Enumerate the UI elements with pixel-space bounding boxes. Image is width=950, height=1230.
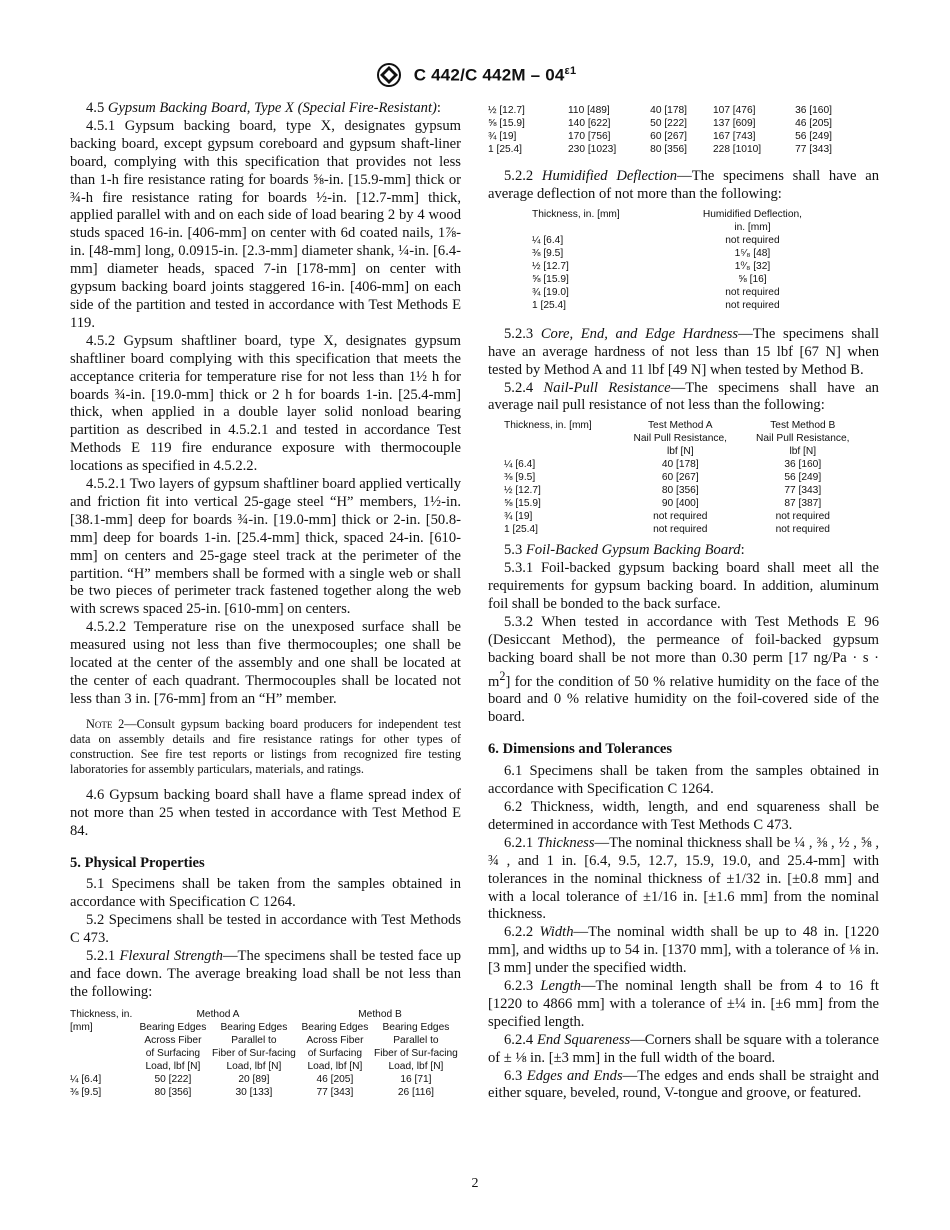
table-header: Method B — [358, 1008, 402, 1020]
page-header — [0, 62, 950, 88]
table-header: [mm] — [70, 1021, 93, 1033]
flexural-strength-table-continued — [488, 104, 858, 156]
table-row: ⅜ [9.5] 80 [356] 30 [133] 77 [343] 26 [116] — [70, 1086, 434, 1098]
section-4-5-2-2: 4.5.2.2 Temperature rise on the unexposed surface shall be measured using not less than five thermocouples; one shall be located at the center of the assembly and one shall be located at the center of each quadrant. Thermocouples shall be located not less than 3 in. [76-mm] from an “H” member. — [70, 619, 461, 707]
section-5-2: 5.2 Specimens shall be tested in accordance with Test Methods C 473. — [70, 912, 461, 947]
section-5-3-2: 5.3.2 When tested in accordance with Test Methods E 96 (Desiccant Method), the permeance of foil-backed gypsum backing board shall be not more than 0.30 perm [17 $ng/Pa \cdot s \cdot m^2$] for the condition of 50 % relative humidity on the face of the board and 0 % relative humidity on the foil-covered side of the board. — [488, 613, 879, 726]
section-5-2-1: 5.2.1 Flexural Strength—The specimens shall be tested face up and face down. The average breaking load shall be not less than the following: — [70, 948, 461, 1000]
astm-logo-icon — [374, 62, 404, 88]
table-row: ⅜ [9.5] 1⁵⁄₈ [48] — [532, 247, 771, 259]
section-5-2-2: 5.2.2 Humidified Deflection—The specimens shall have an average deflection of not more than the following: — [488, 168, 879, 202]
table-header: Bearing Edges Across Fiber of Surfacing Load, lbf [N] — [139, 1021, 207, 1072]
section-5-3-1: 5.3.1 Foil-backed gypsum backing board shall meet all the requirements for gypsum backing board. In addition, aluminum foil shall be bonded to the back surface. — [488, 560, 879, 613]
table-row: ½ [12.7] 110 [489] 40 [178] 107 [476] 36 [160] — [488, 105, 832, 116]
table-header: Humidified Deflection, in. [mm] — [702, 208, 802, 233]
left-column — [70, 100, 461, 1099]
section-6-3: 6.3 Edges and Ends—The edges and ends shall be straight and either square, beveled, round, V-tongue and groove, or featured. — [488, 1067, 879, 1102]
table-row: 1 [25.4] 230 [1023] 80 [356] 228 [1010] 77 [343] — [488, 144, 832, 155]
document-designation: C 442/C $442M - 04^{\varepsilon 1}$ — [413, 64, 577, 85]
table-row: ¼ [6.4] 40 [178] 36 [160] — [504, 459, 822, 471]
page-number: 2 — [471, 1176, 479, 1191]
section-4-5-1: 4.5.1 Gypsum backing board, type X, designates gypsum backing board, except gypsum coreboard and gypsum shaft-liner board, complying with this specification that provides not less than 1-h fire resistance rating for boards ⅝-in. [15.9-mm] thick or ¾-h fire resistance rating for boards ½-in. [12.7-mm] thick, applied parallel with and on each side of load bearing 2 by 4 wood studs spaced 16-in. [406-mm] on center with 6d coated nails, 1⅞-in. [48-mm] long, 0.0915-in. [2.3-mm] diameter shank, ¼-in. [6.4-mm] diameter heads, spaced 7-in [178-mm] on center with gypsum backing board joints staggered 16-in. [406-mm] on each side of the partition and tested in accordance with Test Methods E 119. — [70, 117, 461, 331]
table-header: Thickness, in. [mm] — [532, 208, 620, 220]
section-6-2-3: 6.2.3 Length—The nominal length shall be from 4 to 16 ft [1220 to 4866 mm] with a tolerance of ±¼ in. [±6 mm] from the specified length. — [488, 978, 879, 1030]
section-6-2: 6.2 Thickness, width, length, and end squareness shall be determined in accordance with Test Methods C 473. — [488, 798, 879, 833]
humidified-deflection-table — [532, 208, 832, 312]
section-4-5-2: 4.5.2 Gypsum shaftliner board, type X, designates gypsum shaftliner board complying with this specification that meets the acceptance criteria for temperature rise for not less than 1½ h for boards ¾-in. [19.0-mm] thick or 2 h for boards 1-in. [25.4-mm] thick, when applied in a double layer solid nonload bearing partition as described in 4.5.2.1 and tested in accordance Test Methods E 119 fire endurance exposure with thermocouple locations as specified in 4.5.2.2. — [70, 332, 461, 475]
section-5-1: 5.1 Specimens shall be taken from the samples obtained in accordance with Specification C 1264. — [70, 876, 461, 911]
table-row: 1 [25.4] not required — [532, 299, 780, 311]
section-6-2-1: 6.2.1 Thickness—The nominal thickness shall be ¼ , ⅜ , ½ , ⅝ , ¾ , and 1 in. [6.4, 9.5, 12.7, 15.9, 19.0, and 25.4-mm] with tolerances in the nominal thickness of ±1/32 in. [±0.8 mm] and with a local tolerance of ±1/16 in. [±1.6 mm] from the nominal thickness. — [488, 834, 879, 923]
heading-physical-properties: 5. Physical Properties — [70, 854, 205, 871]
table-row: ½ [12.7] 80 [356] 77 [343] — [504, 485, 822, 497]
table-header: Test Method B Nail Pull Resistance, lbf [N] — [756, 420, 850, 458]
table-row: ⅝ [15.9] ⅝ [16] — [532, 273, 767, 285]
section-4-5: 4.5 Gypsum Backing Board, Type X (Special Fire-Resistant): — [86, 100, 441, 116]
table-row: ⅝ [15.9] 90 [400] 87 [387] — [504, 498, 822, 510]
table-header: Thickness, in. — [70, 1008, 133, 1020]
table-row: ¼ [6.4] not required — [532, 234, 780, 246]
table-row: ¾ [19] 170 [756] 60 [267] 167 [743] 56 [249] — [488, 131, 832, 142]
section-5-2-3: 5.2.3 Core, End, and Edge Hardness—The specimens shall have an average hardness of not less than 15 lbf [67 N] when tested by Method A and 11 lbf [49 N] when tested by Method B. — [488, 325, 879, 378]
table-header: Bearing Edges Parallel to Fiber of Sur-facing Load, lbf [N] — [374, 1021, 458, 1072]
table-row: ¾ [19] not required not required — [504, 511, 830, 523]
section-6-2-4: 6.2.4 End Squareness—Corners shall be square with a tolerance of ± ⅛ in. [±3 mm] in the full width of the board. — [488, 1031, 879, 1066]
section-4-6: 4.6 Gypsum backing board shall have a flame spread index of not more than 25 when tested in accordance with Test Method E 84. — [70, 786, 461, 839]
note-2: Note 2—Consult gypsum backing board producers for independent test data on assembly details and fire resistance ratings for other types of construction. See fire test reports or listings from recognized fire testing laboratories for assembly particulars, materials, and ratings. — [70, 716, 461, 776]
table-row: ⅝ [15.9] 140 [622] 50 [222] 137 [609] 46 [205] — [488, 118, 832, 129]
section-5-2-4: 5.2.4 Nail-Pull Resistance—The specimens shall have an average nail pull resistance of not less than the following: — [488, 379, 879, 414]
heading-dimensions-tolerances: 6. Dimensions and Tolerances — [488, 741, 673, 758]
flexural-strength-table — [70, 1008, 461, 1099]
table-header: Bearing Edges Parallel to Fiber of Sur-facing Load, lbf [N] — [212, 1021, 296, 1072]
table-header: Test Method A Nail Pull Resistance, lbf [N] — [633, 420, 727, 458]
epsilon-mark: ε1 — [564, 64, 577, 77]
section-6-1: 6.1 Specimens shall be taken from the samples obtained in accordance with Specification C 1264. — [488, 763, 879, 798]
table-row: ⅜ [9.5] 60 [267] 56 [249] — [504, 472, 822, 484]
section-6-2-2: 6.2.2 Width—The nominal width shall be up to 48 in. [1220 mm], and widths up to 54 in. [1370 mm], with a tolerance of ⅛ in. [3 mm] under the specified width. — [488, 924, 879, 977]
table-header: Method A — [196, 1008, 240, 1020]
table-header: Bearing Edges Across Fiber of Surfacing Load, lbf [N] — [301, 1021, 369, 1072]
table-row: ½ [12.7] 1⁰⁄₈ [32] — [532, 260, 771, 272]
table-row: 1 [25.4] not required not required — [504, 524, 830, 536]
section-4-5-2-1: 4.5.2.1 Two layers of gypsum shaftliner board applied vertically and friction fit into vertical 25-gage steel “H” members, 1½-in. [38.1-mm] deep for boards ¾-in. [19.0-mm] thick or 2-in. [50.8-mm] deep for boards 1-in. [25.4-mm] thick, spaced 24-in. [610-mm] on centers and 25-gage steel track at the perimeter of the partition. “H” members shall be formed with a single web or shall be two pieces of perimeter track fastened together along the web with screws spaced 25-in. [610-mm] on centers. — [70, 476, 461, 618]
table-row: ¾ [19.0] not required — [532, 286, 780, 298]
table-row: ¼ [6.4] 50 [222] 20 [89] 46 [205] 16 [71] — [70, 1073, 432, 1085]
nail-pull-table — [504, 419, 864, 536]
table-header: Thickness, in. [mm] — [504, 420, 592, 432]
section-5-3: 5.3 Foil-Backed Gypsum Backing Board: — [504, 542, 745, 559]
right-column — [488, 100, 879, 1103]
